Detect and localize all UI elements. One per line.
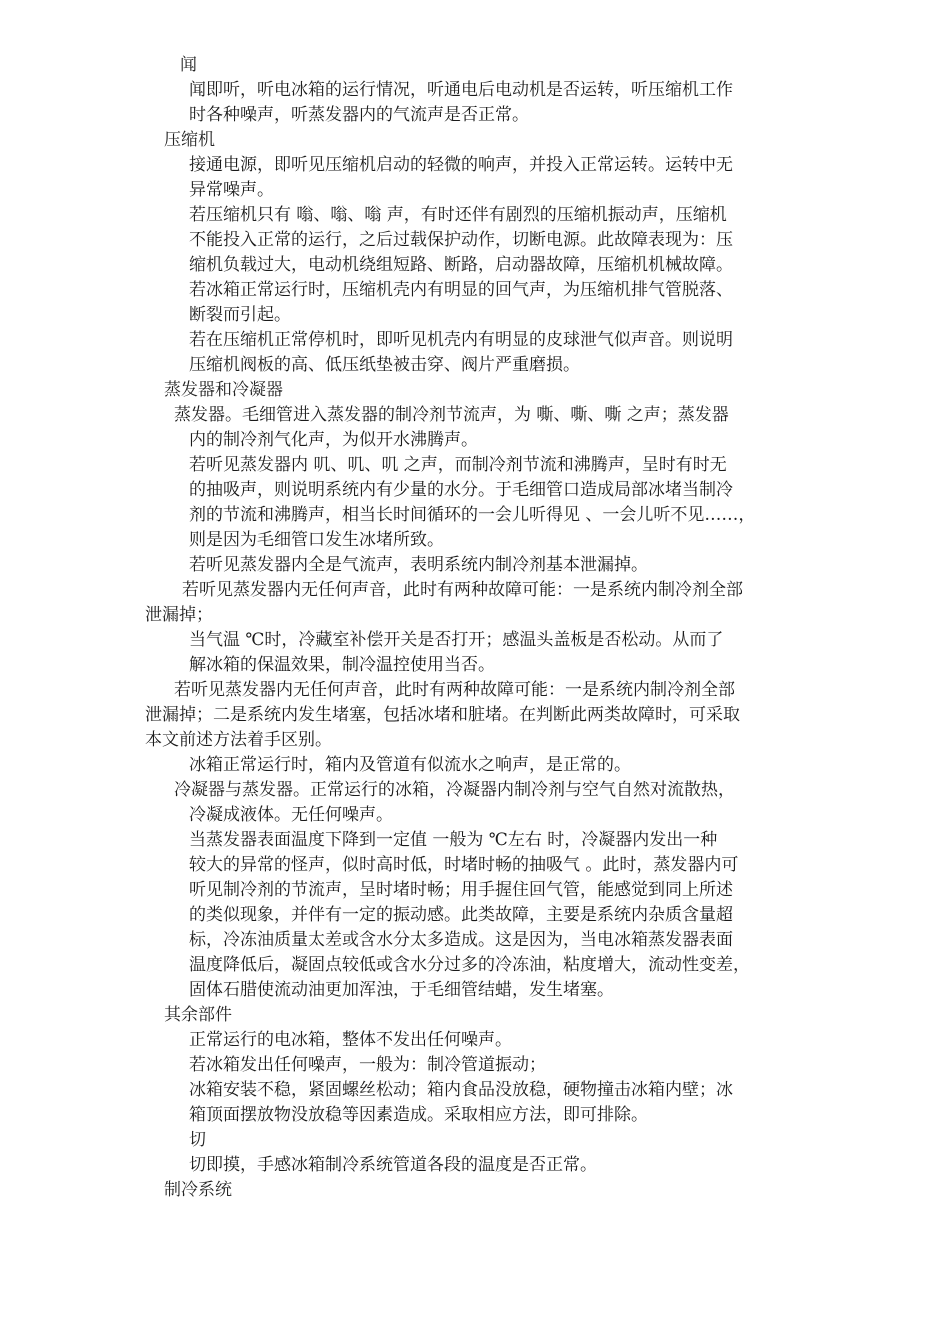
text-line: 蒸发器。毛细管进入蒸发器的制冷剂节流声，为 嘶、嘶、嘶 之声；蒸发器 — [174, 405, 729, 425]
text-line: 若听见蒸发器内无任何声音，此时有两种故障可能：一是系统内制冷剂全部 — [182, 580, 743, 600]
text-line: 的类似现象，并伴有一定的振动感。此类故障，主要是系统内杂质含量超 — [189, 905, 733, 925]
text-line: 解冰箱的保温效果，制冷温控使用当否。 — [189, 655, 495, 675]
text-line: 时各种噪声，听蒸发器内的气流声是否正常。 — [189, 105, 529, 125]
text-line: 切即摸，手感冰箱制冷系统管道各段的温度是否正常。 — [189, 1155, 597, 1175]
text-line: 当气温 ℃时，冷藏室补偿开关是否打开；感温头盖板是否松动。从而了 — [189, 630, 724, 650]
text-line: 冰箱安装不稳，紧固螺丝松动；箱内食品没放稳，硬物撞击冰箱内壁；冰 — [189, 1080, 733, 1100]
text-line: 冷凝成液体。无任何噪声。 — [189, 805, 393, 825]
text-line: 当蒸发器表面温度下降到一定值 一般为 ℃左右 时，冷凝器内发出一种 — [189, 830, 718, 850]
text-line: 异常噪声。 — [189, 180, 274, 200]
text-line: 的抽吸声，则说明系统内有少量的水分。于毛细管口造成局部冰堵当制冷 — [189, 480, 733, 500]
text-line: 接通电源，即听见压缩机启动的轻微的响声，并投入正常运转。运转中无 — [189, 155, 733, 175]
text-line: 泄漏掉；二是系统内发生堵塞，包括冰堵和脏堵。在判断此两类故障时，可采取 — [145, 705, 740, 725]
text-line: 闻即听，听电冰箱的运行情况，听通电后电动机是否运转，听压缩机工作 — [189, 80, 733, 100]
text-line: 正常运行的电冰箱，整体不发出任何噪声。 — [189, 1030, 512, 1050]
text-line: 固体石腊使流动油更加浑浊，于毛细管结蜡，发生堵塞。 — [189, 980, 614, 1000]
text-line: 缩机负载过大，电动机绕组短路、断路，启动器故障，压缩机机械故障。 — [189, 255, 733, 275]
text-line: 冷凝器与蒸发器。正常运行的冰箱，冷凝器内制冷剂与空气自然对流散热， — [174, 780, 735, 800]
subheading-refrigeration-system: 制冷系统 — [164, 1180, 232, 1200]
subheading-other-parts: 其余部件 — [164, 1005, 232, 1025]
text-line: 若听见蒸发器内无任何声音，此时有两种故障可能：一是系统内制冷剂全部 — [174, 680, 735, 700]
text-line: 若压缩机只有 嗡、嗡、嗡 声，有时还伴有剧烈的压缩机振动声，压缩机 — [189, 205, 727, 225]
text-line: 内的制冷剂气化声，为似开水沸腾声。 — [189, 430, 478, 450]
text-line: 冰箱正常运行时，箱内及管道有似流水之响声，是正常的。 — [189, 755, 631, 775]
subheading-compressor: 压缩机 — [164, 130, 215, 150]
text-line: 剂的节流和沸腾声，相当长时间循环的一会儿听得见 、一会儿听不见……， — [189, 505, 756, 525]
section-heading-listen: 闻 — [180, 55, 197, 75]
text-line: 若听见蒸发器内 叽、叽、叽 之声，而制冷剂节流和沸腾声，呈时有时无 — [189, 455, 727, 475]
text-line: 压缩机阀板的高、低压纸垫被击穿、阀片严重磨损。 — [189, 355, 580, 375]
subheading-evaporator-condenser: 蒸发器和冷凝器 — [164, 380, 283, 400]
text-line: 则是因为毛细管口发生冰堵所致。 — [189, 530, 444, 550]
text-line: 若冰箱发出任何噪声，一般为：制冷管道振动； — [189, 1055, 546, 1075]
text-line: 标，冷冻油质量太差或含水分太多造成。这是因为，当电冰箱蒸发器表面 — [189, 930, 733, 950]
text-line: 若冰箱正常运行时，压缩机壳内有明显的回气声，为压缩机排气管脱落、 — [189, 280, 733, 300]
text-line: 箱顶面摆放物没放稳等因素造成。采取相应方法，即可排除。 — [189, 1105, 648, 1125]
text-line: 若听见蒸发器内全是气流声，表明系统内制冷剂基本泄漏掉。 — [189, 555, 648, 575]
text-line: 断裂而引起。 — [189, 305, 291, 325]
text-line: 听见制冷剂的节流声，呈时堵时畅；用手握住回气管，能感觉到同上所述 — [189, 880, 733, 900]
text-line: 较大的异常的怪声，似时高时低，时堵时畅的抽吸气 。此时，蒸发器内可 — [189, 855, 739, 875]
section-heading-touch: 切 — [189, 1130, 206, 1150]
text-line: 温度降低后，凝固点较低或含水分过多的冷冻油，粘度增大，流动性变差， — [189, 955, 750, 975]
text-line: 泄漏掉； — [145, 605, 213, 625]
text-line: 若在压缩机正常停机时，即听见机壳内有明显的皮球泄气似声音。则说明 — [189, 330, 733, 350]
text-line: 本文前述方法着手区别。 — [145, 730, 332, 750]
text-line: 不能投入正常的运行，之后过载保护动作，切断电源。此故障表现为：压 — [189, 230, 733, 250]
